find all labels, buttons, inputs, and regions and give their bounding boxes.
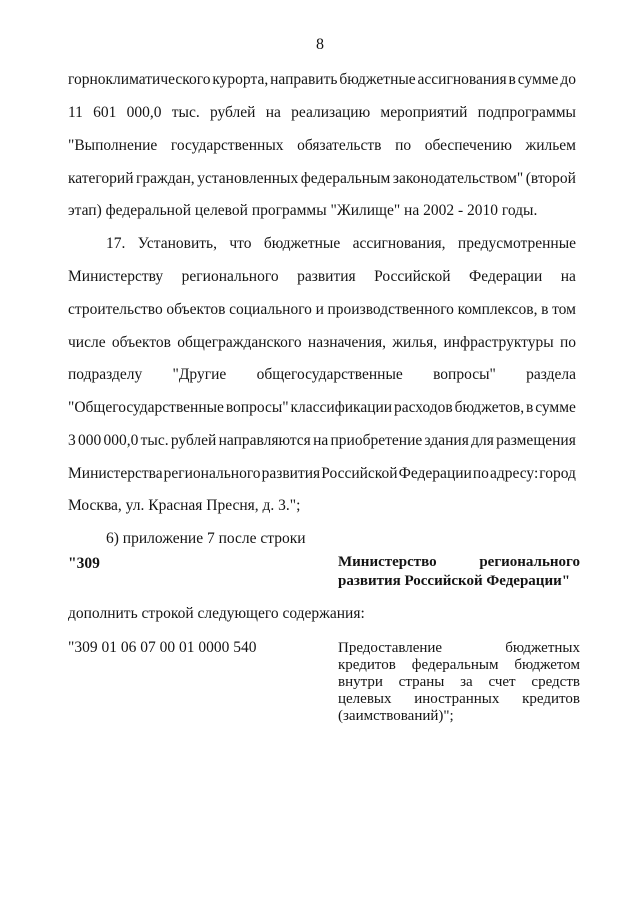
text-line: 11 601 000,0 тыс. рублей на реализацию мероприятий подпрограммы	[68, 104, 576, 121]
table-code: "309 01 06 07 00 01 0000 540	[68, 639, 257, 656]
text-line: числе объектов общегражданского назначения, жилья, инфраструктуры по	[68, 334, 576, 351]
table-description-line: целевых иностранных кредитов	[338, 691, 580, 707]
page-number: 8	[316, 36, 324, 53]
text-line: "Выполнение государственных обязательств по обеспечению жильем	[68, 137, 576, 154]
text-line: Министерству регионального развития Российской Федерации на	[68, 268, 576, 285]
text-line: Министерства регионального развития Российской Федерации по адресу: город	[68, 465, 576, 482]
text-line: Москва, ул. Красная Пресня, д. 3.";	[68, 497, 301, 514]
text-line: категорий граждан, установленных федеральным законодательством" (второй	[68, 170, 576, 187]
text-line: подразделу "Другие общегосударственные вопросы" раздела	[68, 366, 576, 383]
table-code: "309	[68, 555, 100, 572]
table-description-line: (заимствований)";	[338, 708, 454, 724]
text-line: дополнить строкой следующего содержания:	[68, 605, 365, 622]
text-line: 6) приложение 7 после строки	[106, 530, 306, 547]
table-description-line: внутри страны за счет средств	[338, 674, 580, 690]
text-line: строительство объектов социального и производственного комплексов, в том	[68, 301, 576, 318]
text-line: 3 000 000,0 тыс. рублей направляются на приобретение здания для размещения	[68, 432, 576, 449]
text-line: 17. Установить, что бюджетные ассигнования, предусмотренные	[106, 235, 576, 252]
table-description-line: развития Российской Федерации"	[338, 573, 571, 589]
table-description-line: Предоставление бюджетных	[338, 640, 580, 656]
text-line: этап) федеральной целевой программы "Жилище" на 2002 - 2010 годы.	[68, 202, 538, 219]
text-line: горноклиматического курорта, направить бюджетные ассигнования в сумме до	[68, 71, 576, 88]
table-description-line: кредитов федеральным бюджетом	[338, 657, 580, 673]
text-line: "Общегосударственные вопросы" классификации расходов бюджетов, в сумме	[68, 399, 576, 416]
table-description-line: Министерство регионального	[338, 554, 580, 570]
